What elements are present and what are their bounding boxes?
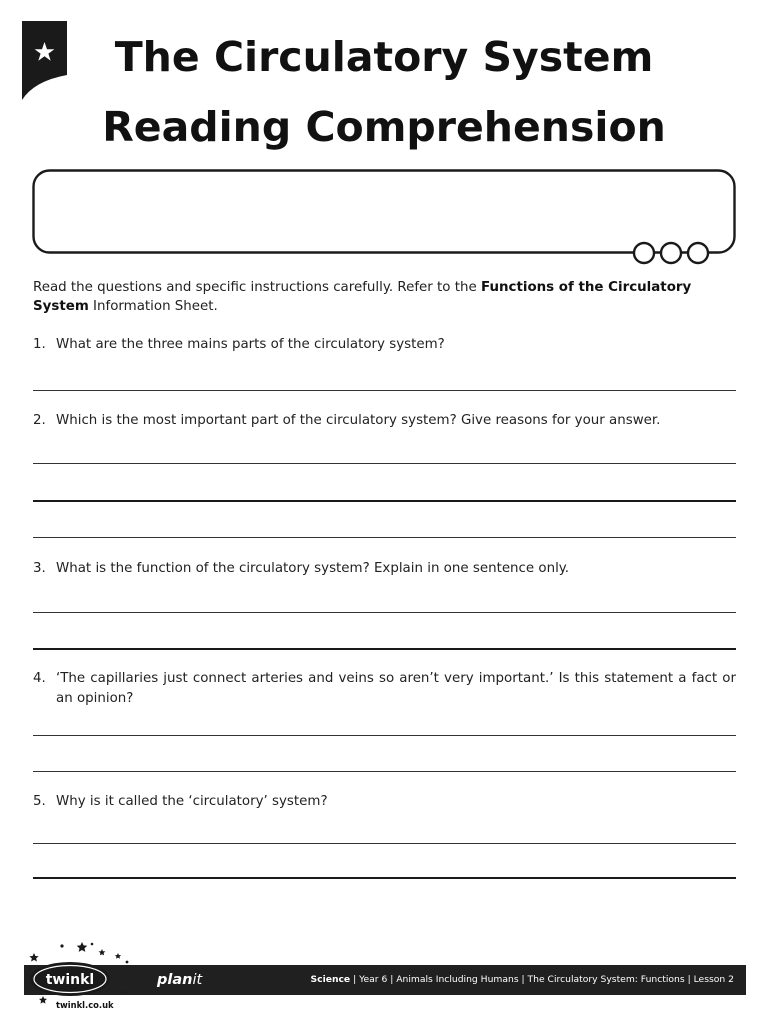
- twinkl-brand: twinkl: [45, 972, 95, 988]
- answer-line[interactable]: [33, 735, 736, 736]
- question-5: [33, 792, 736, 812]
- footer-lesson: Lesson 2: [693, 974, 734, 985]
- website-link[interactable]: twinkl.co.uk: [56, 1000, 114, 1010]
- question-number: 1.: [33, 337, 46, 352]
- question-4: [33, 669, 736, 709]
- title-line-2: Reading Comprehension: [102, 103, 666, 151]
- question-number: 5.: [33, 794, 46, 809]
- answer-line[interactable]: [33, 648, 736, 650]
- question-number: 4.: [33, 671, 46, 686]
- question-number: 2.: [33, 413, 46, 428]
- planit-logo: planit: [157, 972, 203, 988]
- answer-line[interactable]: [33, 612, 736, 613]
- answer-line[interactable]: [33, 771, 736, 772]
- answer-line[interactable]: [33, 463, 736, 464]
- question-1: [33, 335, 736, 355]
- answer-line[interactable]: [33, 390, 736, 391]
- instructions-bold: Functions of the Circulatory System: [33, 280, 692, 314]
- question-text: What is the function of the circulatory system? Explain in one sentence only.: [56, 561, 570, 576]
- footer-unit: The Circulatory System: Functions: [527, 974, 685, 985]
- instructions-suffix: Information Sheet.: [88, 299, 218, 314]
- question-text: What are the three mains parts of the circulatory system?: [56, 337, 445, 352]
- answer-line[interactable]: [33, 537, 736, 538]
- answer-line[interactable]: [33, 500, 736, 502]
- instructions: [33, 278, 736, 316]
- question-text: Which is the most important part of the circulatory system? Give reasons for your answer.: [56, 413, 661, 428]
- title-line-1: The Circulatory System: [114, 33, 654, 81]
- question-text: ‘The capillaries just connect arteries and veins so aren’t very important.’ Is this statement a fact or an opinion?: [56, 671, 736, 706]
- instructions-prefix: Read the questions and specific instructions carefully. Refer to the: [33, 280, 481, 295]
- question-number: 3.: [33, 561, 46, 576]
- circles-decoration-icon: [634, 243, 708, 263]
- question-3: [33, 559, 736, 579]
- answer-line[interactable]: [33, 877, 736, 879]
- name-box[interactable]: [32, 169, 736, 265]
- footer-topic: Animals Including Humans: [396, 974, 519, 985]
- page-title: [0, 22, 768, 162]
- question-2: [33, 411, 736, 431]
- question-text: Why is it called the ‘circulatory’ system?: [56, 794, 328, 809]
- footer-meta: Science | Year 6 | Animals Including Humans | The Circulatory System: Functions | Lesson 2: [310, 974, 734, 985]
- answer-line[interactable]: [33, 843, 736, 844]
- footer-year: Year 6: [359, 974, 388, 985]
- footer-subject: Science: [310, 974, 351, 985]
